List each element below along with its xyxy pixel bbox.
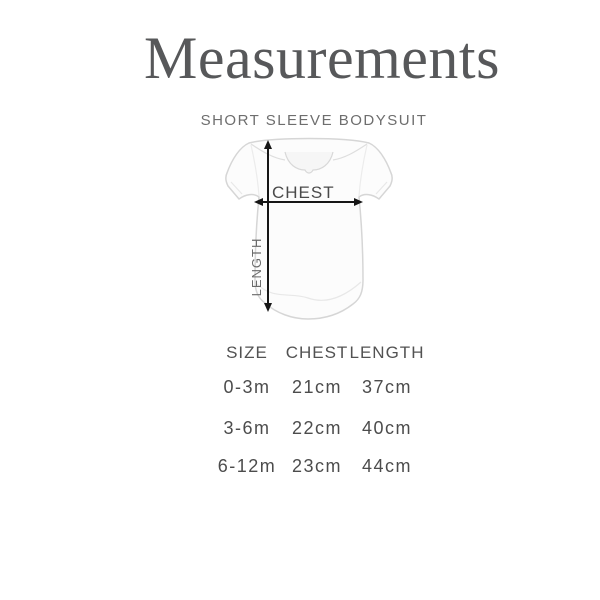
chest-cell-row1: 21cm [291,376,342,397]
length-cell-row1: 37cm [361,376,412,397]
page-title: Measurements [144,25,500,91]
size-cell-row1: 0-3m [223,376,271,397]
length-dimension-label: LENGTH [249,237,264,297]
length-cell-row3: 44cm [361,455,412,476]
column-header-chest: CHEST [285,343,349,362]
column-header-size: SIZE [226,343,268,362]
garment-label: SHORT SLEEVE BODYSUIT [200,112,428,129]
chest-dimension-label: CHEST [272,183,335,202]
size-cell-row2: 3-6m [223,417,271,438]
size-cell-row3: 6-12m [217,455,277,476]
size-table [212,341,425,485]
length-cell-row2: 40cm [361,417,412,438]
column-header-length: LENGTH [349,343,425,362]
chest-cell-row3: 23cm [291,455,342,476]
bodysuit-diagram [215,132,405,322]
chest-cell-row2: 22cm [291,417,342,438]
